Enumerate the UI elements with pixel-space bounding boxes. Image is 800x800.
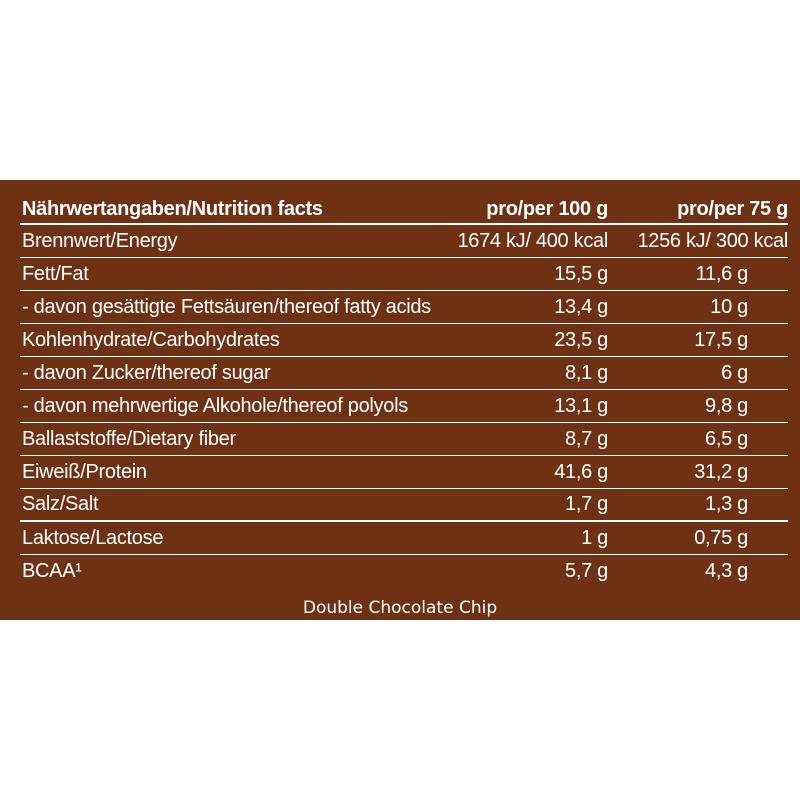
nutrient-name: Salz/Salt <box>22 493 99 515</box>
value-per-100g: 1,7 g <box>565 493 608 515</box>
value-per-100g: 15,5 g <box>554 262 608 285</box>
value-per-75g: 17,5 g <box>694 328 748 351</box>
nutrient-name: Laktose/Lactose <box>22 526 164 549</box>
header-per-75g: pro/per 75 g <box>677 197 788 220</box>
table-row <box>20 258 788 291</box>
value-per-100g: 1674 kJ/ 400 kcal <box>457 229 608 252</box>
table-row <box>20 423 788 456</box>
nutrient-name: - davon mehrwertige Alkohole/thereof polyols <box>22 394 408 417</box>
table-row <box>20 522 788 555</box>
table-row <box>20 390 788 423</box>
nutrient-name: - davon Zucker/thereof sugar <box>22 361 271 384</box>
value-per-75g: 1,3 g <box>705 493 748 515</box>
value-per-75g: 11,6 g <box>695 262 748 285</box>
value-per-100g: 8,1 g <box>565 361 608 384</box>
nutrient-name: Kohlenhydrate/Carbohydrates <box>22 328 280 351</box>
value-per-75g: 0,75 g <box>694 526 748 549</box>
table-row <box>20 324 788 357</box>
nutrient-name: Brennwert/Energy <box>22 229 178 252</box>
flavor-caption: Double Chocolate Chip <box>302 598 498 618</box>
table-header <box>20 195 788 225</box>
header-per-100g: pro/per 100 g <box>486 197 608 220</box>
value-per-75g: 10 g <box>710 295 748 318</box>
value-per-100g: 5,7 g <box>565 560 608 582</box>
value-per-100g: 13,4 g <box>554 295 608 318</box>
nutrient-name: Eiweiß/Protein <box>22 460 147 483</box>
table-row <box>20 456 788 489</box>
table-row <box>20 489 788 522</box>
nutrient-name: BCAA¹ <box>22 560 82 582</box>
nutrient-name: Fett/Fat <box>22 262 89 285</box>
nutrient-name: - davon gesättigte Fettsäuren/thereof fatty acids <box>22 295 431 318</box>
value-per-75g: 6,5 g <box>705 427 748 450</box>
value-per-75g: 6 g <box>721 361 748 384</box>
value-per-100g: 13,1 g <box>554 394 608 417</box>
nutrition-table <box>20 195 788 588</box>
table-row <box>20 291 788 324</box>
table-row <box>20 357 788 390</box>
nutrient-name: Ballaststoffe/Dietary fiber <box>22 427 236 450</box>
value-per-100g: 23,5 g <box>554 328 608 351</box>
table-row <box>20 555 788 588</box>
nutrition-panel <box>0 180 800 620</box>
value-per-75g: 1256 kJ/ 300 kcal <box>637 229 788 252</box>
value-per-75g: 4,3 g <box>705 560 748 582</box>
value-per-100g: 1 g <box>581 526 608 549</box>
value-per-75g: 31,2 g <box>694 460 748 483</box>
value-per-100g: 8,7 g <box>565 427 608 450</box>
value-per-100g: 41,6 g <box>554 460 608 483</box>
value-per-75g: 9,8 g <box>705 394 748 417</box>
table-row <box>20 225 788 258</box>
header-nutrient: Nährwertangaben/Nutrition facts <box>22 197 323 220</box>
